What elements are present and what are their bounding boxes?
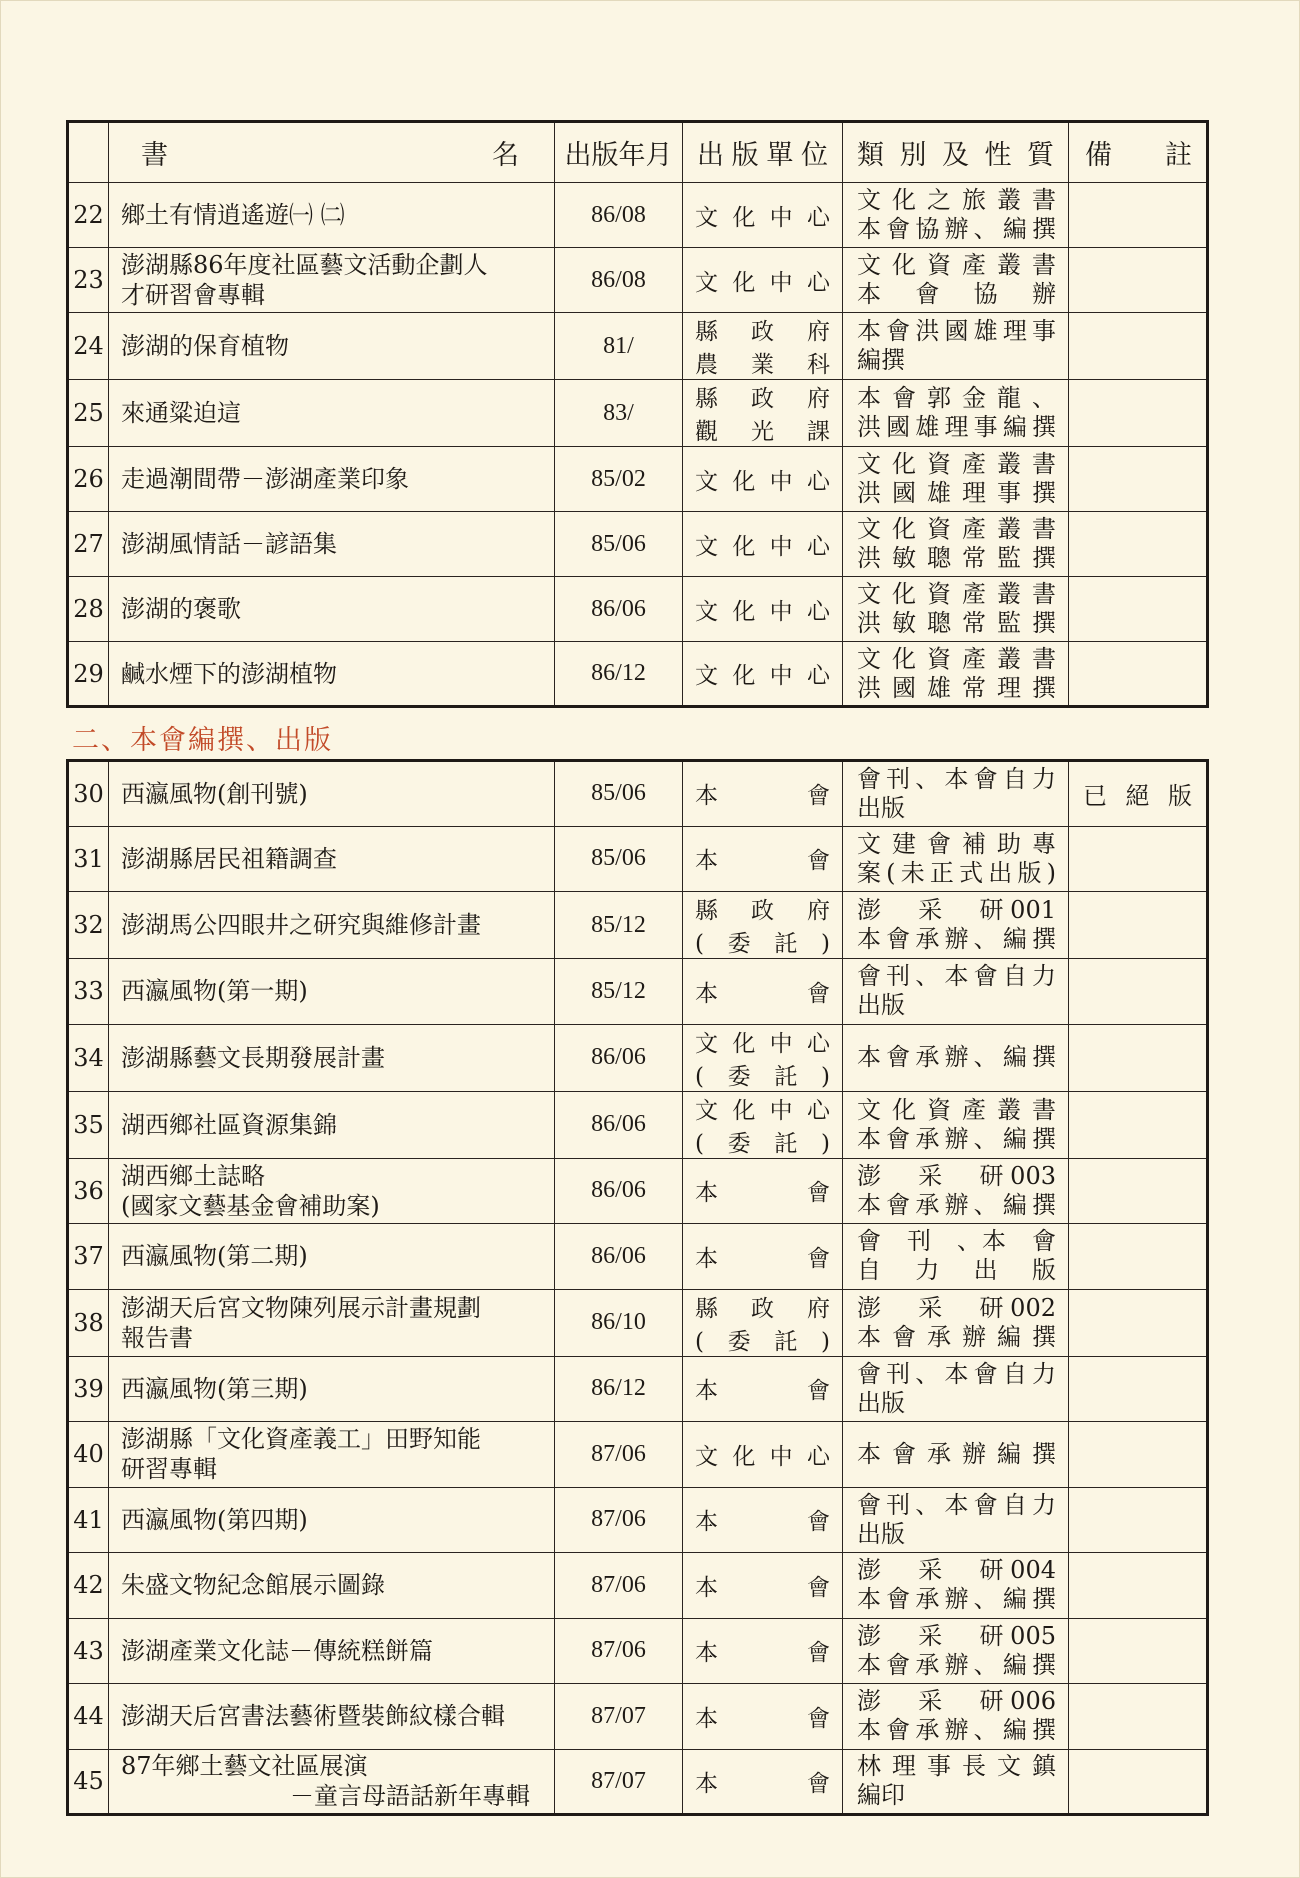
book-title: 西瀛風物(創刊號): [109, 761, 555, 827]
table-row: [68, 1487, 1208, 1553]
remarks: [1069, 1553, 1208, 1619]
publisher-unit: 文化中心: [683, 577, 843, 642]
table-row: [68, 1553, 1208, 1619]
category-nature: 本會承辦編撰: [843, 1422, 1069, 1488]
category-nature: 文化資產叢書 洪國雄理事撰: [843, 447, 1069, 512]
publisher-unit: 本 會: [683, 1356, 843, 1422]
book-title: 澎湖的褒歌: [109, 577, 555, 642]
publisher-unit: 文化中心: [683, 248, 843, 313]
row-number: 36: [68, 1158, 109, 1224]
remarks: [1069, 1024, 1208, 1091]
row-number: 42: [68, 1553, 109, 1619]
category-nature: 文化資產叢書 洪國雄常理撰: [843, 642, 1069, 707]
section-heading: 二、本會編撰、出版: [72, 725, 333, 756]
remarks: [1069, 248, 1208, 313]
publisher-unit: 本 會: [683, 761, 843, 827]
publisher-unit: 本 會: [683, 826, 843, 892]
book-title: 澎湖馬公四眼井之研究與維修計畫: [109, 892, 555, 959]
publisher-unit: 文化中心: [683, 642, 843, 707]
publisher-unit: 本 會: [683, 1224, 843, 1290]
row-number: 31: [68, 826, 109, 892]
publisher-unit: 本 會: [683, 1487, 843, 1553]
table-body-1: [68, 183, 1208, 707]
category-nature: 本會承辦、編撰: [843, 1024, 1069, 1091]
table-row: [68, 1422, 1208, 1488]
publications-table-2: [66, 759, 1209, 1816]
publish-date: 87/07: [555, 1684, 683, 1750]
book-title: 鄉土有情逍遙遊㈠ ㈡: [109, 183, 555, 248]
publish-date: 86/10: [555, 1289, 683, 1356]
row-number: 39: [68, 1356, 109, 1422]
table-row: [68, 1749, 1208, 1815]
remarks: [1069, 642, 1208, 707]
category-nature: 文化資產叢書 洪敏聰常監撰: [843, 512, 1069, 577]
remarks: [1069, 1224, 1208, 1290]
category-nature: 會刊、本會自力 出版: [843, 761, 1069, 827]
table-row: [68, 1356, 1208, 1422]
category-nature: 林理事長文鎮 編印: [843, 1749, 1069, 1815]
publish-date: 85/06: [555, 512, 683, 577]
table-row: [68, 892, 1208, 959]
publisher-unit: 文化中心: [683, 183, 843, 248]
row-number: 45: [68, 1749, 109, 1815]
remarks: [1069, 1356, 1208, 1422]
row-number: 32: [68, 892, 109, 959]
header-note: 備 註: [1069, 122, 1208, 183]
publish-date: 81/: [555, 313, 683, 380]
publisher-unit: 縣 政 府 農 業 科: [683, 313, 843, 380]
book-title: 澎湖縣「文化資產義工」田野知能 研習專輯: [109, 1422, 555, 1488]
remarks: [1069, 577, 1208, 642]
remarks: [1069, 1289, 1208, 1356]
table-row: [68, 577, 1208, 642]
category-nature: 文化資產叢書 本會承辦、編撰: [843, 1091, 1069, 1158]
category-nature: 澎 采 研004 本會承辦、編撰: [843, 1553, 1069, 1619]
remarks: [1069, 892, 1208, 959]
row-number: 33: [68, 959, 109, 1025]
publish-date: 85/06: [555, 826, 683, 892]
category-nature: 文化資產叢書 本 會 協 辦: [843, 248, 1069, 313]
book-title: 澎湖縣86年度社區藝文活動企劃人 才研習會專輯: [109, 248, 555, 313]
remarks: [1069, 380, 1208, 447]
publisher-unit: 縣 政 府 觀 光 課: [683, 380, 843, 447]
publish-date: 87/07: [555, 1749, 683, 1815]
category-nature: 澎 采 研002 本會承辦編撰: [843, 1289, 1069, 1356]
header-number: [68, 122, 109, 183]
book-title: 西瀛風物(第三期): [109, 1356, 555, 1422]
table-row: [68, 761, 1208, 827]
publisher-unit: 縣 政 府 ( 委 託 ): [683, 1289, 843, 1356]
book-title: 湖西鄉土誌略 (國家文藝基金會補助案): [109, 1158, 555, 1224]
table-row: [68, 512, 1208, 577]
book-title: 西瀛風物(第二期): [109, 1224, 555, 1290]
row-number: 22: [68, 183, 109, 248]
row-number: 38: [68, 1289, 109, 1356]
book-title: 朱盛文物紀念館展示圖錄: [109, 1553, 555, 1619]
book-title: 澎湖天后宮書法藝術暨裝飾紋樣合輯: [109, 1684, 555, 1750]
publish-date: 86/12: [555, 642, 683, 707]
book-title: 鹹水煙下的澎湖植物: [109, 642, 555, 707]
table-row: [68, 642, 1208, 707]
publish-date: 86/06: [555, 1158, 683, 1224]
remarks: [1069, 183, 1208, 248]
table-row: [68, 1289, 1208, 1356]
publisher-unit: 縣 政 府 ( 委 託 ): [683, 892, 843, 959]
book-title: 西瀛風物(第四期): [109, 1487, 555, 1553]
publish-date: 87/06: [555, 1487, 683, 1553]
row-number: 40: [68, 1422, 109, 1488]
header-title: 書 名: [109, 122, 555, 183]
table-row: [68, 183, 1208, 248]
table-row: [68, 1091, 1208, 1158]
remarks: [1069, 1618, 1208, 1684]
publish-date: 86/06: [555, 1224, 683, 1290]
category-nature: 文化資產叢書 洪敏聰常監撰: [843, 577, 1069, 642]
remarks: [1069, 512, 1208, 577]
row-number: 24: [68, 313, 109, 380]
publisher-unit: 本 會: [683, 1618, 843, 1684]
publisher-unit: 文化中心: [683, 512, 843, 577]
publish-date: 83/: [555, 380, 683, 447]
publisher-unit: 本 會: [683, 1553, 843, 1619]
remarks: [1069, 313, 1208, 380]
book-title: 澎湖產業文化誌－傳統糕餅篇: [109, 1618, 555, 1684]
table-body-2: [68, 761, 1208, 1815]
row-number: 28: [68, 577, 109, 642]
publish-date: 86/08: [555, 248, 683, 313]
publish-date: 87/06: [555, 1553, 683, 1619]
table-row: [68, 380, 1208, 447]
publish-date: 86/06: [555, 577, 683, 642]
publish-date: 86/06: [555, 1091, 683, 1158]
row-number: 27: [68, 512, 109, 577]
category-nature: 本會郭金龍、 洪國雄理事編撰: [843, 380, 1069, 447]
book-title: 澎湖天后宮文物陳列展示計畫規劃 報告書: [109, 1289, 555, 1356]
remarks: [1069, 447, 1208, 512]
row-number: 44: [68, 1684, 109, 1750]
remarks: [1069, 1422, 1208, 1488]
book-title: 澎湖風情話－諺語集: [109, 512, 555, 577]
publish-date: 86/06: [555, 1024, 683, 1091]
publish-date: 87/06: [555, 1422, 683, 1488]
book-title: 87年鄉土藝文社區展演 －童言母語話新年專輯: [109, 1749, 555, 1815]
publisher-unit: 本 會: [683, 1158, 843, 1224]
category-nature: 文建會補助專 案(未正式出版): [843, 826, 1069, 892]
publications-table-1: [66, 120, 1209, 708]
publisher-unit: 文化中心: [683, 447, 843, 512]
book-title: 澎湖縣居民祖籍調查: [109, 826, 555, 892]
row-number: 43: [68, 1618, 109, 1684]
publisher-unit: 文化中心 ( 委 託 ): [683, 1024, 843, 1091]
category-nature: 會刊、本會自力 出版: [843, 1487, 1069, 1553]
table-row: [68, 1224, 1208, 1290]
remarks: [1069, 1684, 1208, 1750]
book-title: 澎湖的保育植物: [109, 313, 555, 380]
category-nature: 會 刊 、本 會 自 力 出 版: [843, 1224, 1069, 1290]
row-number: 41: [68, 1487, 109, 1553]
category-nature: 澎 采 研001 本會承辦、編撰: [843, 892, 1069, 959]
category-nature: 會刊、本會自力 出版: [843, 1356, 1069, 1422]
publish-date: 85/12: [555, 892, 683, 959]
publisher-unit: 本 會: [683, 959, 843, 1025]
publisher-unit: 本 會: [683, 1749, 843, 1815]
remarks: [1069, 1158, 1208, 1224]
row-number: 29: [68, 642, 109, 707]
header-date: 出版年月: [555, 122, 683, 183]
row-number: 35: [68, 1091, 109, 1158]
remarks: [1069, 1749, 1208, 1815]
remarks: [1069, 1091, 1208, 1158]
publisher-unit: 文化中心: [683, 1422, 843, 1488]
table-row: [68, 248, 1208, 313]
header-unit: 出版單位: [683, 122, 843, 183]
row-number: 26: [68, 447, 109, 512]
book-title: 西瀛風物(第一期): [109, 959, 555, 1025]
table-row: [68, 1684, 1208, 1750]
publish-date: 85/06: [555, 761, 683, 827]
row-number: 25: [68, 380, 109, 447]
book-title: 來通粱迫這: [109, 380, 555, 447]
row-number: 37: [68, 1224, 109, 1290]
row-number: 30: [68, 761, 109, 827]
table-row: [68, 313, 1208, 380]
publish-date: 87/06: [555, 1618, 683, 1684]
publish-date: 85/12: [555, 959, 683, 1025]
table-row: [68, 1618, 1208, 1684]
table-row: [68, 826, 1208, 892]
category-nature: 會刊、本會自力 出版: [843, 959, 1069, 1025]
category-nature: 澎 采 研005 本會承辦、編撰: [843, 1618, 1069, 1684]
publish-date: 86/08: [555, 183, 683, 248]
remarks: [1069, 959, 1208, 1025]
header-category: 類別及性質: [843, 122, 1069, 183]
table-header-row: [68, 122, 1208, 183]
publish-date: 85/02: [555, 447, 683, 512]
remarks: [1069, 826, 1208, 892]
publisher-unit: 本 會: [683, 1684, 843, 1750]
row-number: 23: [68, 248, 109, 313]
book-title: 走過潮間帶－澎湖產業印象: [109, 447, 555, 512]
category-nature: 澎 采 研003 本會承辦、編撰: [843, 1158, 1069, 1224]
row-number: 34: [68, 1024, 109, 1091]
publish-date: 86/12: [555, 1356, 683, 1422]
table-row: [68, 1158, 1208, 1224]
book-title: 澎湖縣藝文長期發展計畫: [109, 1024, 555, 1091]
book-title: 湖西鄉社區資源集錦: [109, 1091, 555, 1158]
category-nature: 澎 采 研006 本會承辦、編撰: [843, 1684, 1069, 1750]
remarks: 已絕版: [1069, 761, 1208, 827]
category-nature: 本會洪國雄理事 編撰: [843, 313, 1069, 380]
table-row: [68, 959, 1208, 1025]
remarks: [1069, 1487, 1208, 1553]
category-nature: 文化之旅叢書 本會協辦、編撰: [843, 183, 1069, 248]
table-row: [68, 447, 1208, 512]
publisher-unit: 文化中心 ( 委 託 ): [683, 1091, 843, 1158]
table-row: [68, 1024, 1208, 1091]
